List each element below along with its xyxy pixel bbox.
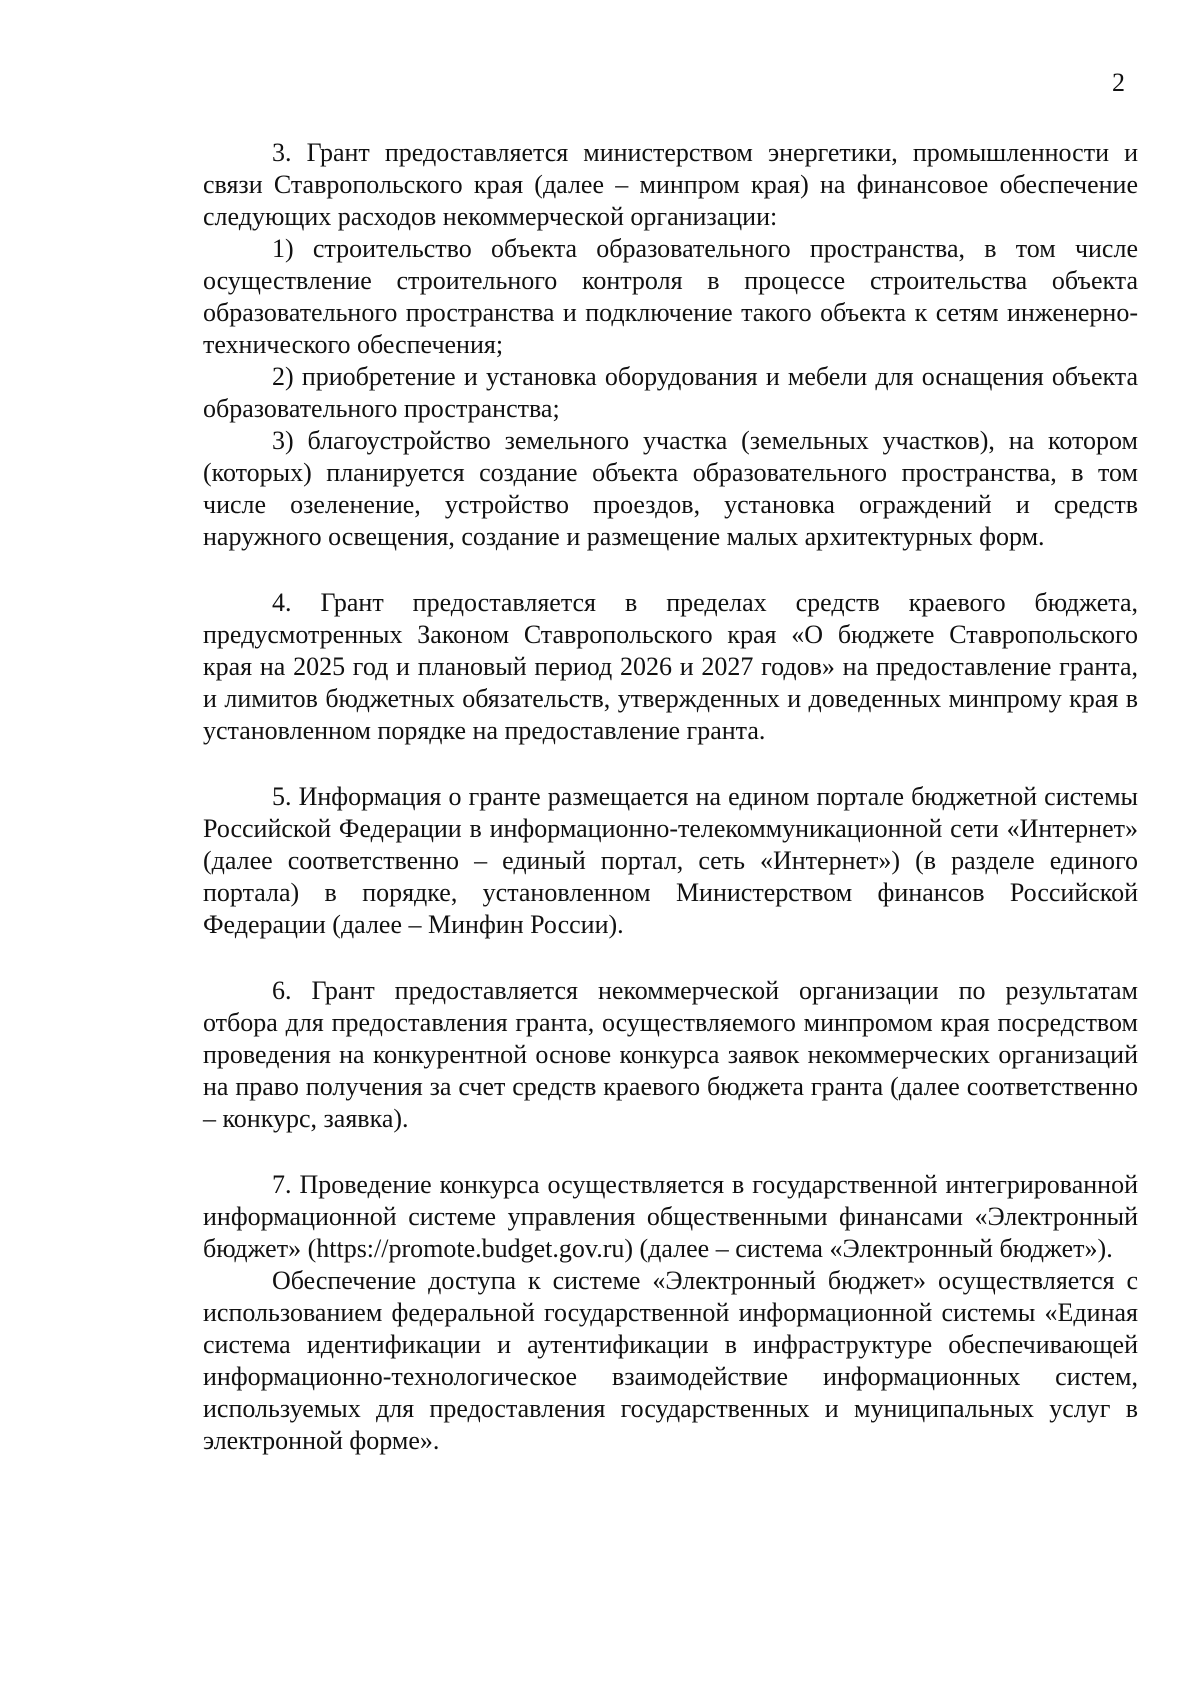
section-4-text: 4. Грант предоставляется в пределах средств краевого бюджета, предусмотренных Законом Ставропольского края «О бюджете Ставропольского края на 2025 год и плановый период 2026 и 2027 годов» на предоставление гранта, и лимитов бюджетных обязательств, утвержденных и доведенных минпрому края в установленном порядке на предоставление гранта. (203, 588, 1138, 745)
document-body (203, 137, 1138, 1457)
section-7-paragraph-1: 7. Проведение конкурса осуществляется в государственной интегрированной информационной системе управления общественными финансами «Электронный бюджет» (https://promote.budget.gov.ru) (далее – система «Электронный бюджет»). (203, 1170, 1138, 1263)
section-7 (203, 1169, 1138, 1457)
section-3-intro: 3. Грант предоставляется министерством энергетики, промышленности и связи Ставропольского края (далее – минпром края) на финансовое обеспечение следующих расходов некоммерческой организации: (203, 138, 1138, 231)
section-3-item-1: 1) строительство объекта образовательного пространства, в том числе осуществление строительного контроля в процессе строительства объекта образовательного пространства и подключение такого объекта к сетям инженерно-технического обеспечения; (203, 234, 1138, 359)
section-7-paragraph-2: Обеспечение доступа к системе «Электронный бюджет» осуществляется с использованием федеральной государственной информационной системы «Единая система идентификации и аутентификации в инфраструктуре обеспечивающей информационно-технологическое взаимодействие информационных систем, используемых для предоставления государственных и муниципальных услуг в электронной форме». (203, 1266, 1138, 1455)
section-6-text: 6. Грант предоставляется некоммерческой организации по результатам отбора для предоставления гранта, осуществляемого минпромом края посредством проведения на конкурентной основе конкурса заявок некоммерческих организаций на право получения за счет средств краевого бюджета гранта (далее соответственно – конкурс, заявка). (203, 976, 1138, 1133)
section-3-item-2: 2) приобретение и установка оборудования и мебели для оснащения объекта образовательного пространства; (203, 362, 1138, 423)
section-5 (203, 781, 1138, 941)
section-5-text: 5. Информация о гранте размещается на едином портале бюджетной системы Российской Федерации в информационно-телекоммуникационной сети «Интернет» (далее соответственно – единый портал, сеть «Интернет») (в разделе единого портала) в порядке, установленном Министерством финансов Российской Федерации (далее – Минфин России). (203, 782, 1138, 939)
section-3 (203, 137, 1138, 553)
section-6 (203, 975, 1138, 1135)
section-4 (203, 587, 1138, 747)
section-3-item-3: 3) благоустройство земельного участка (земельных участков), на котором (которых) планируется создание объекта образовательного пространства, в том числе озеленение, устройство проездов, установка ограждений и средств наружного освещения, создание и размещение малых архитектурных форм. (203, 426, 1138, 551)
page-number: 2 (1112, 68, 1125, 97)
